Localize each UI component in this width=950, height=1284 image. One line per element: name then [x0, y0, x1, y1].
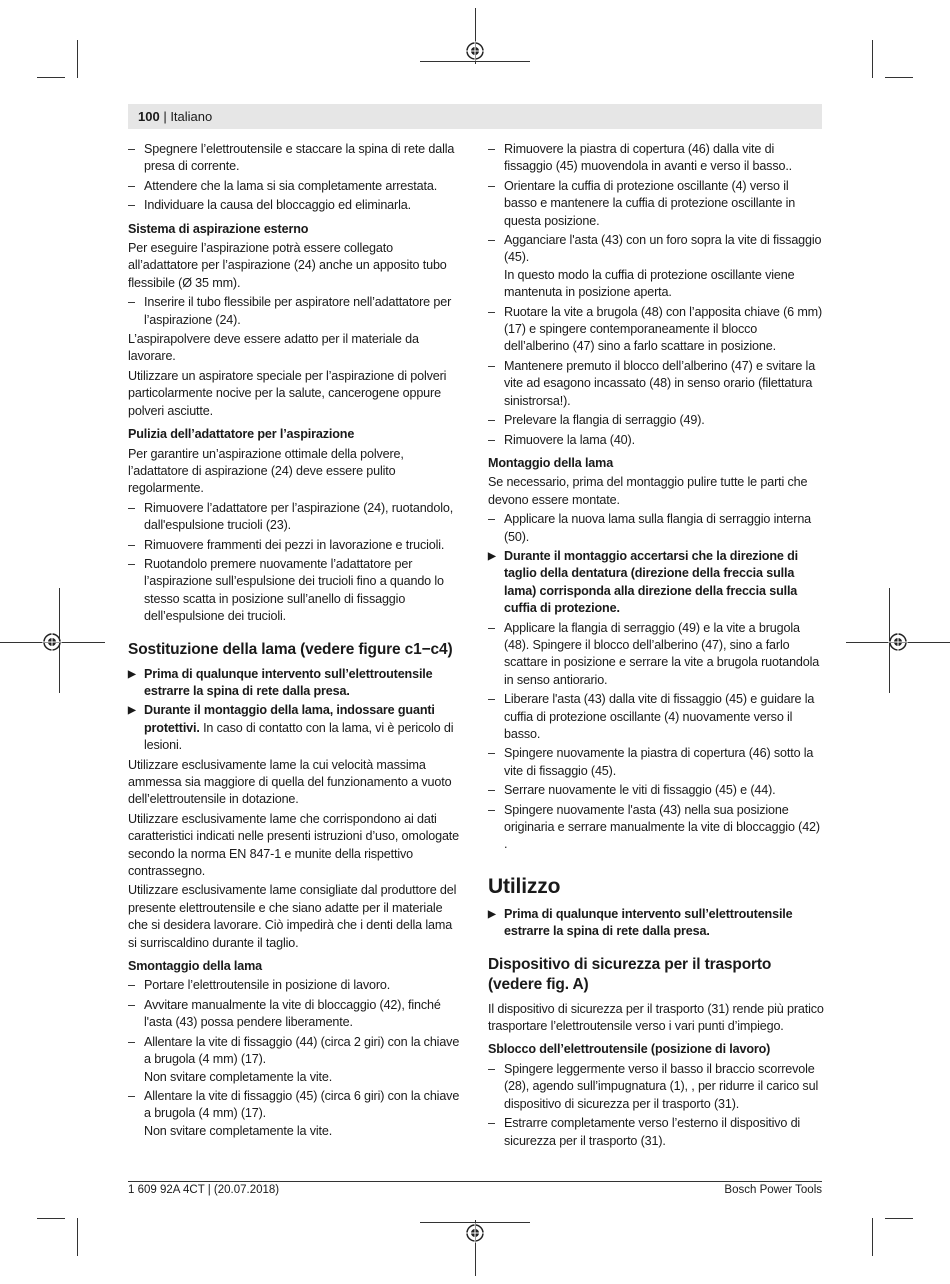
language-label: Italiano	[170, 109, 213, 124]
list-item	[488, 232, 824, 302]
crop-mark	[872, 1218, 873, 1256]
crop-mark	[872, 40, 873, 78]
section-heading: Smontaggio della lama	[128, 959, 263, 974]
list-item	[128, 1088, 464, 1140]
list-item: – Rimuovere la piastra di copertura (46) dalla vite di fissaggio (45) muovendola in avanti e verso il basso..	[488, 141, 824, 176]
warning-item: ▶ Prima di qualunque intervento sull’elettroutensile estrarre la spina di rete dalla presa.	[488, 906, 824, 941]
list-item: – Rimuovere l’adattatore per l’aspirazione (24), ruotandolo, dall'espulsione trucioli (23).	[128, 500, 464, 535]
registration-mark-icon	[888, 632, 908, 652]
list-item: – Applicare la nuova lama sulla flangia di serraggio interna (50).	[488, 511, 824, 546]
list-item: – Attendere che la lama si sia completamente arrestata.	[128, 178, 464, 195]
footer-brand: Bosch Power Tools	[724, 1184, 822, 1196]
paragraph: Per garantire un’aspirazione ottimale della polvere, l’adattatore di aspirazione (24) deve essere pulito regolarmente.	[128, 446, 404, 496]
list-item: – Mantenere premuto il blocco dell’alberino (47) e svitare la vite ad esagono incassato (48) in senso orario (filettatura sinistrorsa!).	[488, 358, 824, 410]
list-item-text: – Allentare la vite di fissaggio (44) (circa 2 giri) con la chiave a brugola (4 mm) (17).	[144, 1034, 460, 1067]
paragraph: Utilizzare un aspiratore speciale per l’aspirazione di polveri particolarmente nocive per la salute, cancerogene oppure polveri asciutte.	[128, 368, 447, 418]
list-item: – Orientare la cuffia di protezione oscillante (4) verso il basso e mantenere la cuffia di protezione oscillante in questa posizione.	[488, 178, 824, 230]
crop-mark	[77, 40, 78, 78]
registration-mark-icon	[465, 1223, 485, 1243]
warning-item: ▶ Durante il montaggio accertarsi che la direzione di taglio della dentatura (direzione della freccia sulla lama) corrisponda alla direzione della freccia sulla cuffia di protezione.	[488, 548, 824, 618]
paragraph: Se necessario, prima del montaggio pulire tutte le parti che devono essere montate.	[488, 475, 808, 507]
registration-mark-icon	[42, 632, 62, 652]
crop-mark	[885, 77, 913, 78]
crop-mark	[37, 1218, 65, 1219]
list-item: – Estrarre completamente verso l’esterno il dispositivo di sicurezza per il trasporto (31).	[488, 1115, 824, 1150]
list-item: – Applicare la flangia di serraggio (49) e la vite a brugola (48). Spingere il blocco dell’alberino (47), sino a farlo scattare in posizione e serrare la vite a brugola ruotandola in senso antiorario.	[488, 620, 824, 690]
paragraph: Utilizzare esclusivamente lame la cui velocità massima ammessa sia maggiore di quella del funzionamento a vuoto dell’elettroutensile in dotazione.	[128, 757, 452, 807]
registration-mark-icon	[465, 41, 485, 61]
list-item: – Spingere nuovamente l'asta (43) nella sua posizione originaria e serrare manualmente la vite di bloccaggio (42) .	[488, 802, 824, 854]
paragraph: L’aspirapolvere deve essere adatto per il materiale da lavorare.	[128, 332, 419, 364]
left-column	[128, 141, 464, 1142]
page-number: 100	[138, 109, 160, 124]
warning-text: In caso di contatto con la lama, vi è pericolo di lesioni.	[144, 720, 454, 753]
crop-mark	[885, 1218, 913, 1219]
footer-doc-number: 1 609 92A 4CT | (20.07.2018)	[128, 1184, 280, 1196]
page-header-text: 100 | Italiano	[138, 109, 213, 124]
list-item: – Ruotare la vite a brugola (48) con l’apposita chiave (6 mm) (17) e spingere contemporaneamente il blocco dell’alberino (47) sino a farlo scattare in posizione.	[488, 304, 824, 356]
section-heading: Montaggio della lama	[488, 455, 614, 470]
section-title: Sostituzione della lama (vedere figure c1−c4)	[128, 640, 453, 658]
paragraph: Utilizzare esclusivamente lame consigliate dal produttore del presente elettroutensile e che siano adatte per il materiale che si desidera lavorare. Ciò impedirà che i denti della lama si surriscaldino durante il taglio.	[128, 883, 457, 950]
list-item-text: – Allentare la vite di fissaggio (45) (circa 6 giri) con la chiave a brugola (4 mm) (17).	[144, 1088, 460, 1121]
list-item-note: Non svitare completamente la vite.	[144, 1123, 333, 1138]
page-header	[128, 104, 822, 129]
section-heading: Sistema di aspirazione esterno	[128, 221, 309, 236]
list-item: – Portare l’elettroutensile in posizione di lavoro.	[128, 977, 464, 994]
list-item: – Serrare nuovamente le viti di fissaggio (45) e (44).	[488, 782, 824, 799]
section-heading: Sblocco dell’elettroutensile (posizione di lavoro)	[488, 1042, 771, 1057]
paragraph: Utilizzare esclusivamente lame che corrispondono ai dati caratteristici indicati nelle presenti istruzioni d’uso, omologate secondo la norma EN 847-1 e munite della rispettivo contrassegno.	[128, 811, 459, 879]
warning-item: ▶ Prima di qualunque intervento sull’elettroutensile estrarre la spina di rete dalla presa.	[128, 666, 464, 701]
paragraph: Il dispositivo di sicurezza per il trasporto (31) rende più pratico trasportare l’elettroutensile verso i vari punti d’impiego.	[488, 1001, 824, 1034]
crop-mark	[37, 77, 65, 78]
list-item: – Liberare l'asta (43) dalla vite di fissaggio (45) e guidare la cuffia di protezione oscillante (4) nuovamente verso il basso.	[488, 691, 824, 743]
list-item: – Prelevare la flangia di serraggio (49).	[488, 412, 824, 429]
right-column	[488, 141, 824, 1152]
chapter-title: Utilizzo	[488, 874, 561, 898]
list-item-note: Non svitare completamente la vite.	[144, 1069, 333, 1084]
paragraph: Per eseguire l’aspirazione potrà essere collegato all’adattatore per l’aspirazione (24) anche un apposito tubo flessibile (Ø 35 mm).	[128, 241, 447, 290]
list-item: – Avvitare manualmente la vite di bloccaggio (42), finché l'asta (43) possa pendere liberamente.	[128, 997, 464, 1032]
list-item: – Spingere nuovamente la piastra di copertura (46) sotto la vite di fissaggio (45).	[488, 745, 824, 780]
footer-divider	[128, 1181, 822, 1182]
section-title: Dispositivo di sicurezza per il trasporto (vedere fig. A)	[488, 955, 772, 993]
warning-bold-text: Durante il montaggio della lama, indossare guanti protettivi.	[144, 703, 435, 735]
list-item	[128, 1034, 464, 1086]
list-item: – Spegnere l’elettroutensile e staccare la spina di rete dalla presa di corrente.	[128, 141, 464, 176]
list-item: – Ruotandolo premere nuovamente l’adattatore per l’aspirazione sull’espulsione dei trucioli fino a quando lo stesso scatta in posizione sull’anello di fissaggio dell’espulsione dei trucioli.	[128, 556, 464, 626]
list-item: – Spingere leggermente verso il basso il braccio scorrevole (28), agendo sull’impugnatura (1), , per ridurre il carico sul dispositivo di sicurezza per il trasporto (31).	[488, 1061, 824, 1113]
crop-mark	[77, 1218, 78, 1256]
list-item: – Rimuovere la lama (40).	[488, 432, 824, 449]
list-item: – Individuare la causa del bloccaggio ed eliminarla.	[128, 197, 464, 214]
section-heading: Pulizia dell’adattatore per l’aspirazione	[128, 427, 355, 442]
list-item: – Rimuovere frammenti dei pezzi in lavorazione e trucioli.	[128, 537, 464, 554]
warning-item	[128, 702, 464, 754]
list-item-text: – Agganciare l'asta (43) con un foro sopra la vite di fissaggio (45).	[504, 233, 822, 265]
list-item-note: In questo modo la cuffia di protezione oscillante viene mantenuta in posizione aperta.	[504, 267, 795, 300]
list-item: – Inserire il tubo flessibile per aspiratore nell’adattatore per l’aspirazione (24).	[128, 294, 464, 329]
